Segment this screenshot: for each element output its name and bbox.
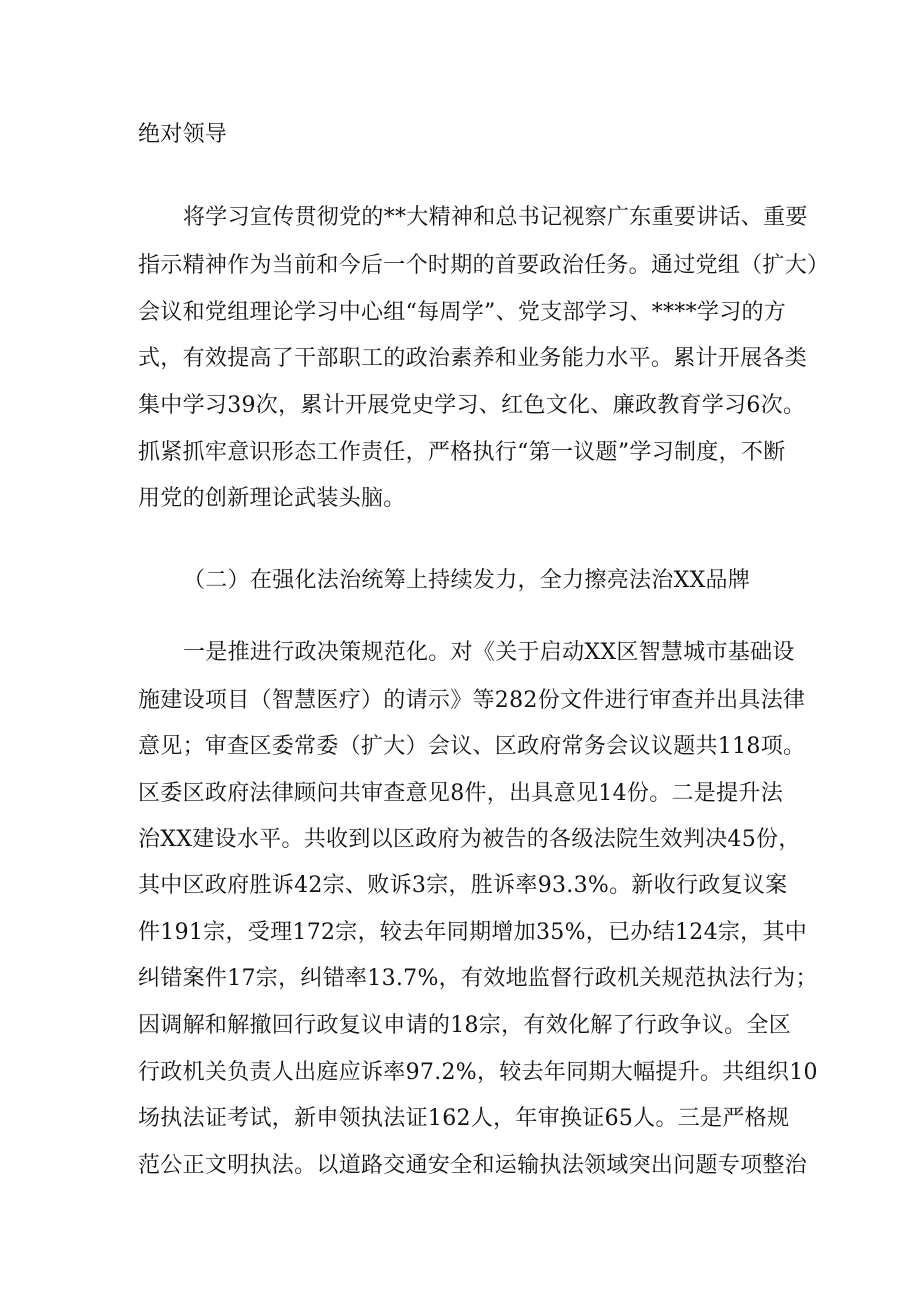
paragraph-line: 行政机关负责人出庭应诉率97.2%，较去年同期大幅提升。共组织10 (138, 1060, 818, 1085)
paragraph-line: 抓紧抓牢意识形态工作责任，严格执行“第一议题”学习制度，不断 (138, 440, 786, 465)
opening-fragment: 绝对领导 (138, 122, 228, 147)
paragraph-line: 纠错案件17宗，纠错率13.7%，有效地监督行政机关规范执法行为； (138, 966, 818, 991)
paragraph-line: 将学习宣传贯彻党的**大精神和总书记视察广东重要讲话、重要 (183, 205, 808, 230)
paragraph-line: 意见；审查区委常委（扩大）会议、区政府常务会议议题共118项。 (138, 734, 806, 759)
paragraph-line: 集中学习39次，累计开展党史学习、红色文化、廉政教育学习6次。 (138, 393, 806, 418)
paragraph-line: 其中区政府胜诉42宗、败诉3宗，胜诉率93.3%。新收行政复议案 (138, 873, 788, 898)
paragraph-line: 治XX建设水平。共收到以区政府为被告的各级法院生效判决45份， (138, 827, 801, 852)
paragraph-line: 用党的创新理论武装头脑。 (138, 486, 406, 511)
paragraph-line: 件191宗，受理172宗，较去年同期增加35%，已办结124宗，其中 (138, 920, 808, 945)
paragraph-line: 指示精神作为当前和今后一个时期的首要政治任务。通过党组（扩大） (138, 253, 830, 278)
paragraph-line: 施建设项目（智慧医疗）的请示》等282份文件进行审查并出具法律 (138, 688, 806, 713)
paragraph-line: 因调解和解撤回行政复议申请的18宗，有效化解了行政争议。全区 (138, 1013, 791, 1038)
paragraph-line: 场执法证考试，新申领执法证162人，年审换证65人。三是严格规 (138, 1106, 790, 1131)
section-heading: （二）在强化法治统筹上持续发力，全力擦亮法治XX品牌 (183, 568, 751, 593)
paragraph-line: 区委区政府法律顾问共审查意见8件，出具意见14份。二是提升法 (138, 781, 783, 806)
paragraph-line: 会议和党组理论学习中心组“每周学”、党支部学习、****学习的方 (138, 300, 787, 325)
paragraph-line: 式，有效提高了干部职工的政治素养和业务能力水平。累计开展各类 (138, 346, 808, 371)
paragraph-line: 范公正文明执法。以道路交通安全和运输执法领域突出问题专项整治 (138, 1153, 808, 1178)
paragraph-line: 一是推进行政决策规范化。对《关于启动XX区智慧城市基础设 (183, 640, 795, 665)
